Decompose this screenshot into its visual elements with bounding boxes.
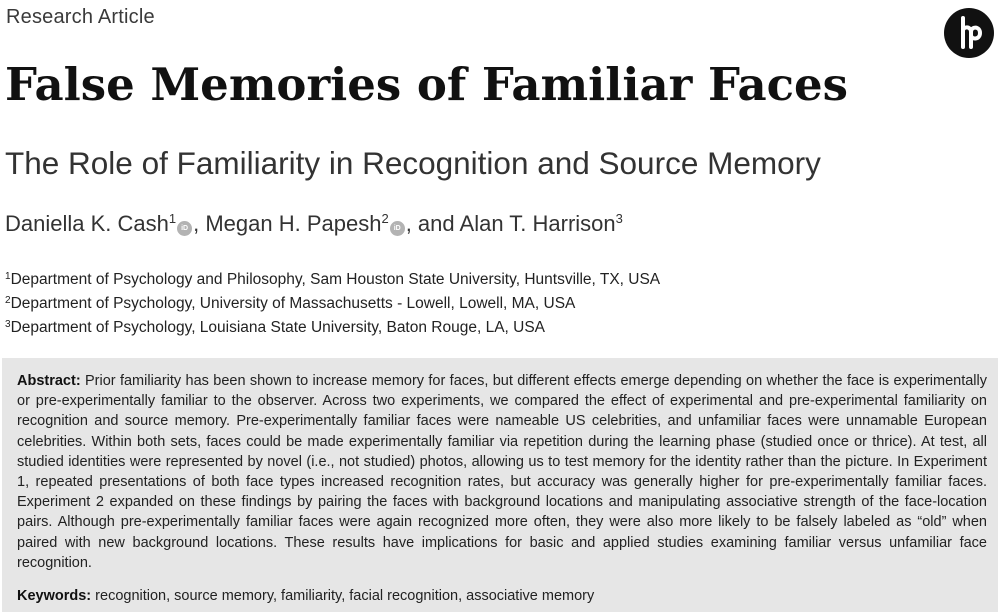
- author-separator: ,: [193, 211, 206, 236]
- author-name[interactable]: Megan H. Papesh: [205, 211, 382, 236]
- affiliation-item: [5, 316, 660, 340]
- hp-logo-icon: [944, 8, 994, 58]
- abstract-paragraph: [17, 371, 987, 573]
- keywords-paragraph: [17, 586, 987, 606]
- abstract-label: Abstract:: [17, 373, 81, 389]
- author-name[interactable]: Daniella K. Cash: [5, 211, 169, 236]
- orcid-icon[interactable]: iD: [177, 221, 192, 236]
- affiliation-number: 3: [5, 319, 11, 330]
- affiliation-marker: 1: [168, 211, 177, 226]
- affiliation-item: [5, 292, 660, 316]
- affiliation-number: 2: [5, 295, 11, 306]
- keywords-label: Keywords:: [17, 588, 92, 605]
- abstract-text: Prior familiarity has been shown to increase memory for faces, but different effects emerge depending on whether the face is experimentally or pre-experimentally familiar to the observer. Across two experiments, we compared the effect of experimental and pre-experimental familiarity on recognition and source memory. Pre-experimentally familiar faces were nameable US celebrities, and unfamiliar faces were unnamable European celebrities. Within both sets, faces could be made experimentally familiar via repetition during the learning phase (studied once or thrice). At test, all studied identities were represented by novel (i.e., not studied) photos, allowing us to test memory for the identity rather than the picture. In Experiment 1, repeated presentations of both face types increased recognition rates, but accuracy was generally higher for pre-experimentally familiar faces. Experiment 2 expanded on these findings by pairing the faces with background locations and manipulating associative strength of the face-location pairs. Although pre-experimentally familiar faces were again recognized more often, they were also more likely to be falsely labeled as “old” when paired with new background locations. These results have implications for basic and applied studies examining familiar versus unfamiliar face recognition.: [17, 373, 987, 571]
- affiliation-text: Department of Psychology, Louisiana State University, Baton Rouge, LA, USA: [10, 319, 546, 336]
- affiliation-text: Department of Psychology, University of Massachusetts - Lowell, Lowell, MA, USA: [10, 295, 576, 312]
- affiliation-item: [5, 268, 660, 292]
- article-subtitle: The Role of Familiarity in Recognition and Source Memory: [5, 145, 821, 181]
- article-title: False Memories of Familiar Faces: [5, 58, 849, 111]
- author-list: [5, 212, 623, 236]
- author-name[interactable]: Alan T. Harrison: [459, 211, 616, 236]
- abstract-box: [2, 358, 998, 612]
- affiliation-number: 1: [5, 271, 11, 282]
- affiliation-list: [5, 268, 660, 340]
- orcid-icon[interactable]: iD: [390, 221, 405, 236]
- author-separator: , and: [405, 211, 460, 236]
- article-type: Research Article: [6, 6, 155, 28]
- affiliation-marker: 2: [381, 211, 389, 226]
- affiliation-text: Department of Psychology and Philosophy, Sam Houston State University, Huntsville, TX, USA: [10, 271, 661, 288]
- affiliation-marker: 3: [615, 211, 623, 226]
- keywords-text: recognition, source memory, familiarity, facial recognition, associative memory: [95, 588, 595, 605]
